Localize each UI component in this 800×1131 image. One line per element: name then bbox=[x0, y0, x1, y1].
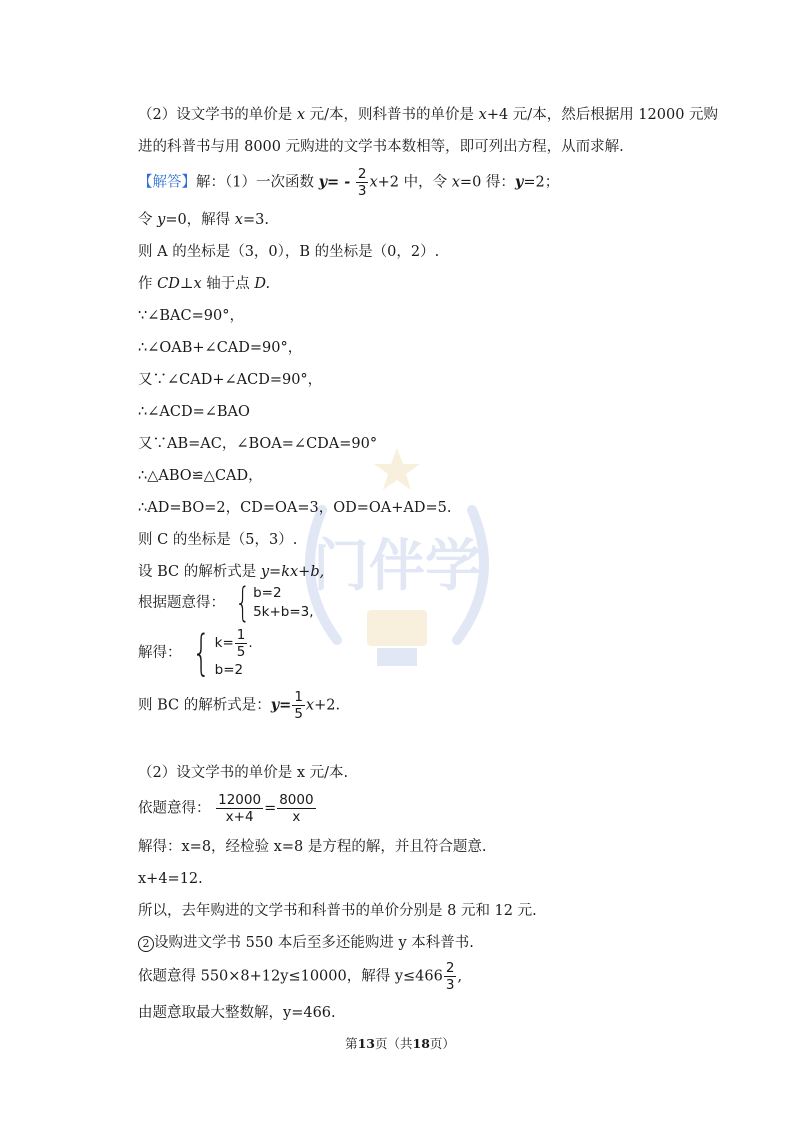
equation-system-1: { b=2 5k+b=3 , bbox=[234, 580, 314, 626]
answer-tag: 【解答】 bbox=[138, 174, 196, 191]
answer-line-bc: 则 BC 的解析式是：y= $\frac{1}{5}$ x+2. bbox=[138, 689, 341, 723]
part2-line-3: 解得：x=8，经检验 x=8 是方程的解，并且符合题意. bbox=[138, 839, 487, 855]
answer-line-8: ∴∠ACD=∠BAO bbox=[138, 404, 250, 420]
part2-line-4: x+4=12. bbox=[138, 871, 203, 887]
answer-line-2: 令 y=0，解得 x=3. bbox=[138, 212, 269, 228]
answer-line-11: ∴AD=BO=2，CD=OA=3，OD=OA+AD=5. bbox=[138, 500, 452, 516]
part2-line-6: 2 设购进文学书 550 本后至多还能购进 y 本科普书. bbox=[138, 936, 474, 952]
answer-line-3: 则 A 的坐标是（3，0），B 的坐标是（0，2）. bbox=[138, 244, 440, 260]
watermark-text: 门伴学 bbox=[313, 534, 481, 599]
answer-line-9: 又∵AB=AC，∠BOA=∠CDA=90° bbox=[138, 436, 378, 452]
answer-line-7: 又∵∠CAD+∠ACD=90°， bbox=[138, 372, 323, 388]
answer-line-12: 则 C 的坐标是（5，3）. bbox=[138, 532, 298, 548]
answer-line-6: ∴∠OAB+∠CAD=90°， bbox=[138, 340, 303, 356]
watermark-logo bbox=[282, 440, 512, 680]
part2-line-5: 所以，去年购进的文学书和科普书的单价分别是 8 元和 12 元. bbox=[138, 903, 537, 919]
part2-line-1: （2）设文学书的单价是 x 元/本. bbox=[138, 765, 349, 781]
hint-line-1: （2）设文学书的单价是 x 元/本，则科普书的单价是 x+4 元/本，然后根据用 12000 元购 bbox=[138, 107, 719, 123]
part2-line-8: 由题意取最大整数解，y=466. bbox=[138, 1005, 336, 1021]
fraction-12000: $\frac{12000}{x+4}$ bbox=[218, 792, 262, 826]
part2-equation-line: 依题意得： $\frac{12000}{x+4}$ = $\frac{8000}{x}$ bbox=[138, 792, 314, 826]
answer-line-10: ∴△ABO≌△CAD， bbox=[138, 468, 263, 484]
answer-line-4: 作 CD⊥x 轴于点 D. bbox=[138, 276, 271, 292]
system-2-line: 解得： { k= $\frac{1}{5}$ . b=2 bbox=[138, 624, 253, 681]
part2-line-7: 依题意得 550×8+12y≤10000，解得 y≤466 $\frac{2}{3}$ , bbox=[138, 960, 463, 994]
circled-number: 2 bbox=[138, 936, 154, 952]
fraction-1-5-b: $\frac{1}{5}$ bbox=[294, 689, 303, 723]
hint-line-2: 进的科普书与用 8000 元购进的文学书本数相等，即可列出方程，从而求解. bbox=[138, 139, 624, 155]
equation-system-2: { k= $\frac{1}{5}$ . b=2 bbox=[192, 624, 253, 681]
answer-line-13: 设 BC 的解析式是 y=kx+b, bbox=[138, 564, 325, 580]
page-footer: 第13页（共18页） bbox=[345, 1036, 455, 1051]
answer-line-5: ∵∠BAC=90°， bbox=[138, 308, 244, 324]
fraction-1-5: $\frac{1}{5}$ bbox=[236, 627, 246, 661]
answer-line-1: 【解答】解：（1）一次函数 y= - $\frac{2}{3}$ x+2 中，令 x=0 得：y=2； bbox=[138, 166, 560, 200]
fraction-8000: $\frac{8000}{x}$ bbox=[279, 792, 314, 826]
fraction-2-3-b: $\frac{2}{3}$ bbox=[445, 960, 455, 994]
system-1-line: 根据题意得： { b=2 5k+b=3 , bbox=[138, 580, 314, 626]
fraction-2-3: $\frac{2}{3}$ bbox=[357, 166, 367, 200]
